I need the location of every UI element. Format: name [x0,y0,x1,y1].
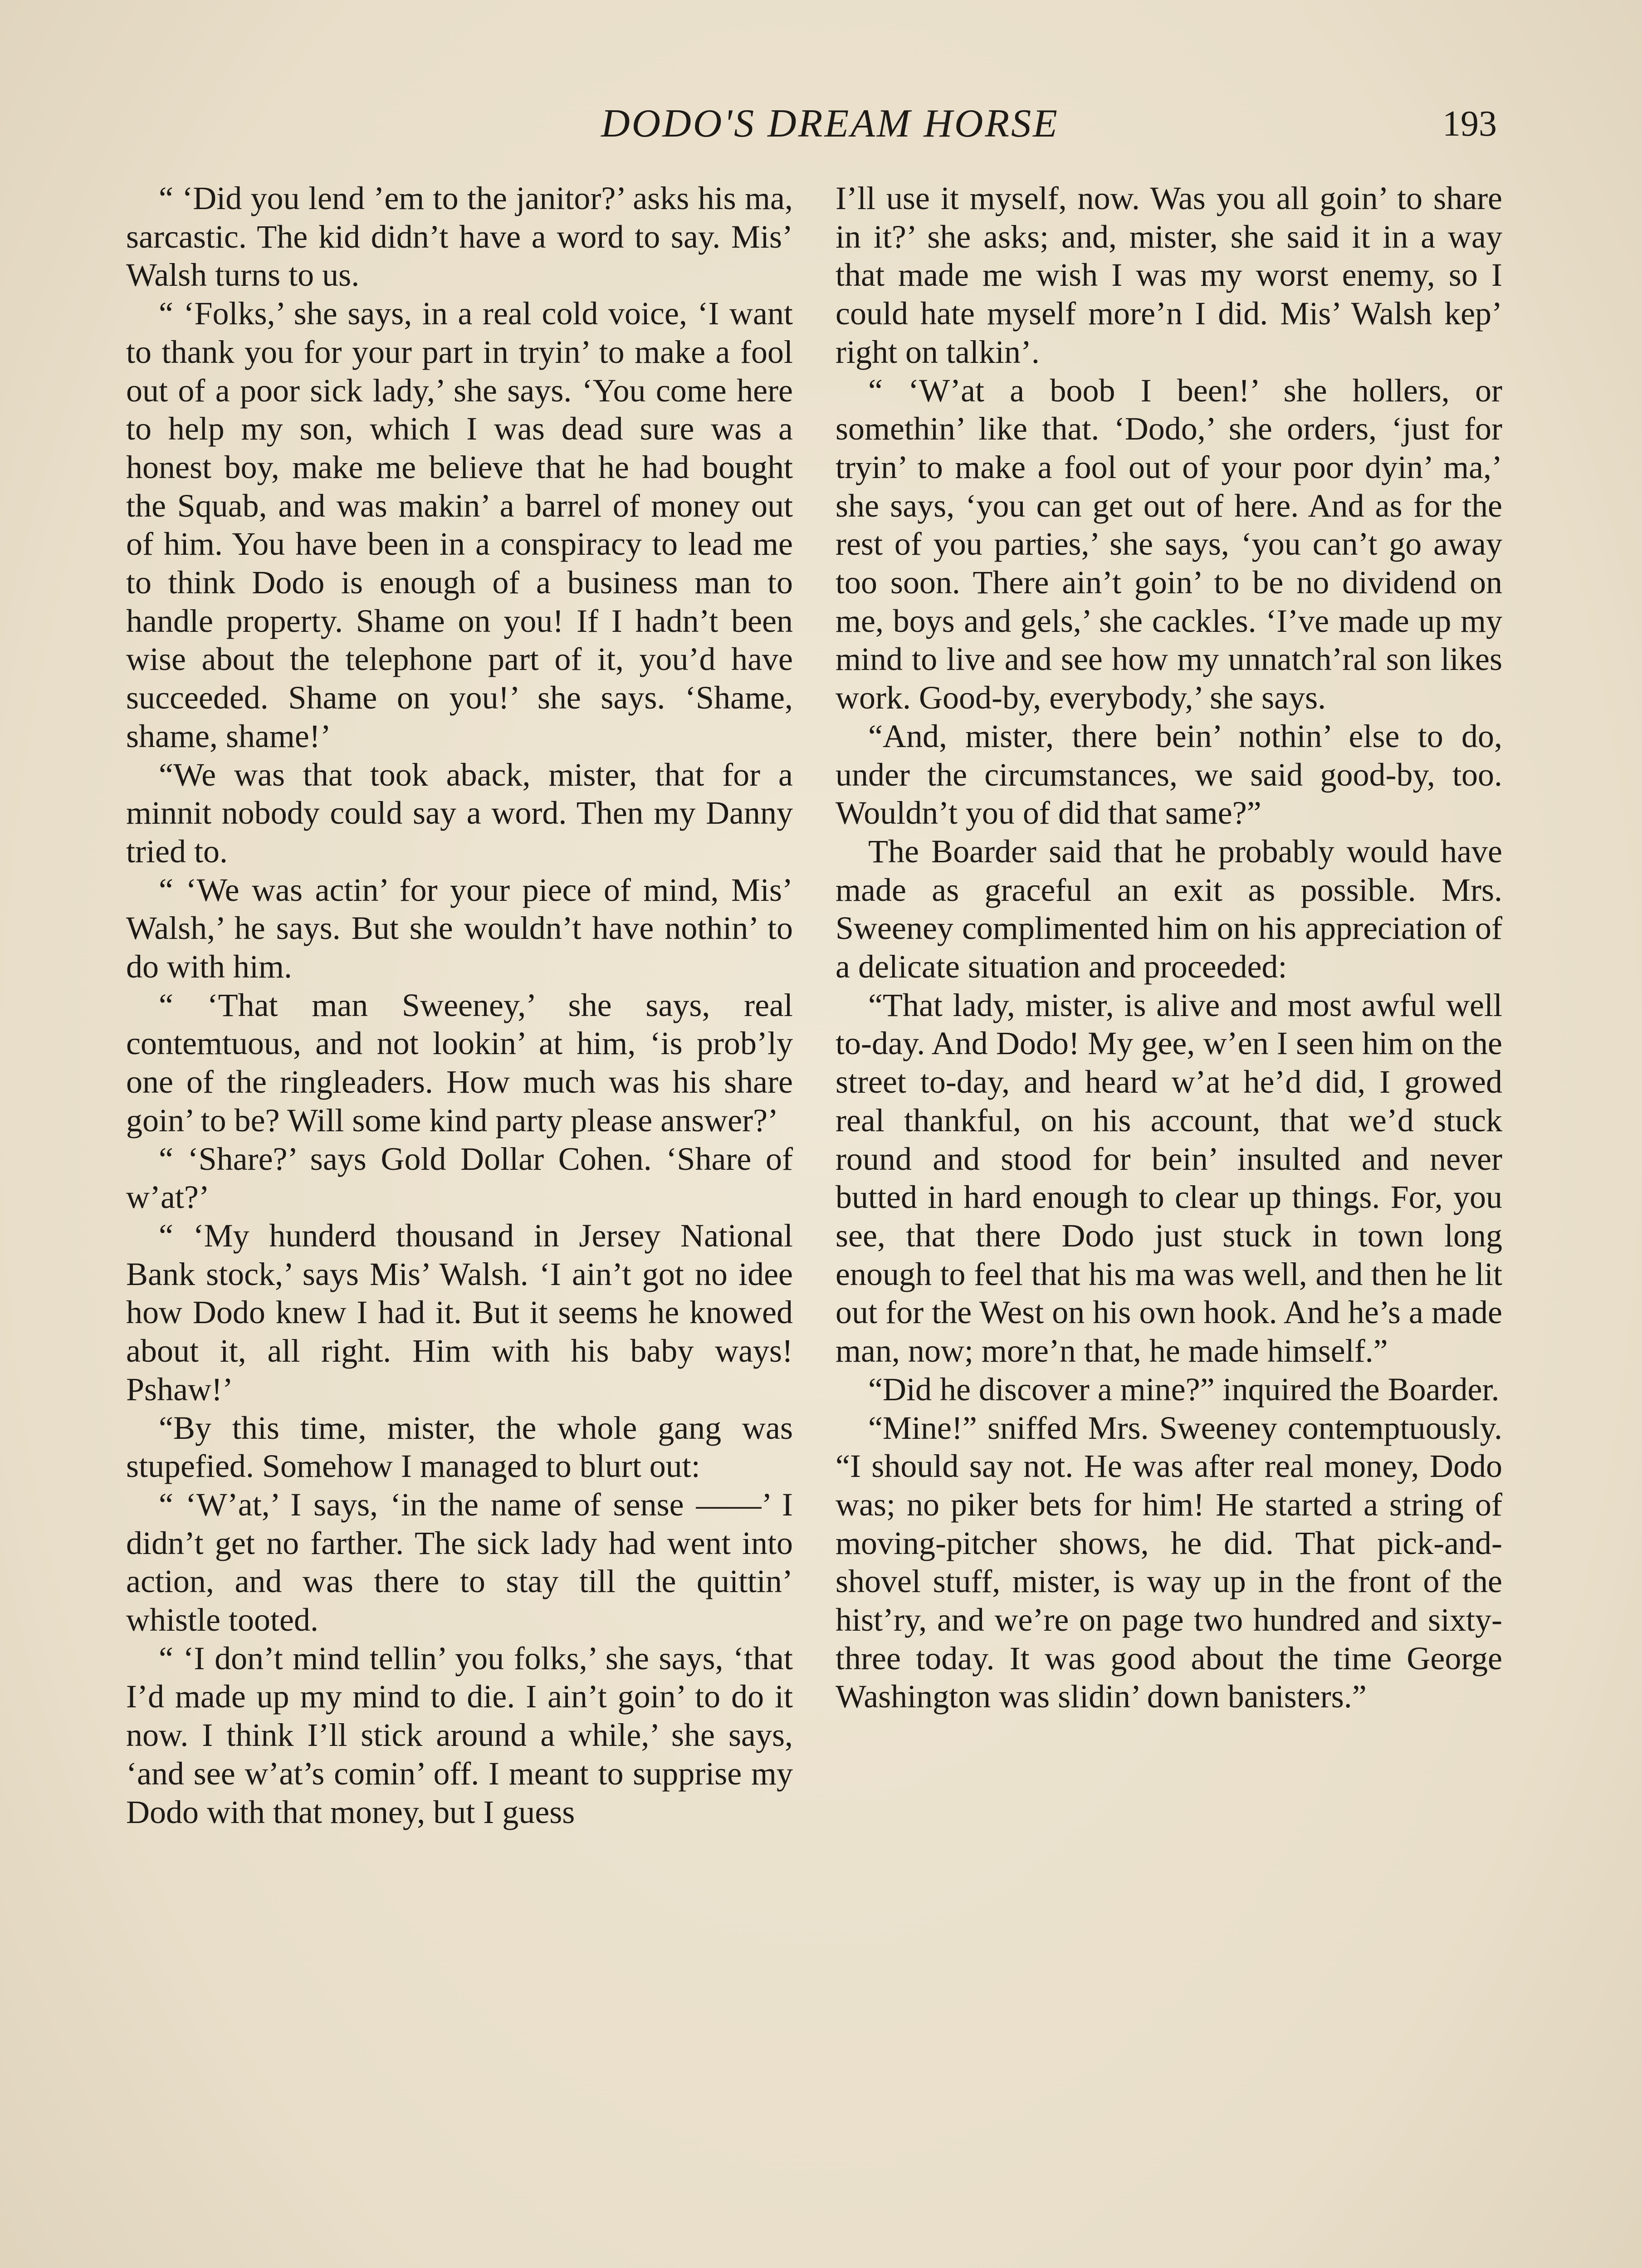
paragraph: “Did he discover a mine?” inquired the Boarder. [868,1371,1500,1408]
paragraph: “ ‘Folks,’ she says, in a real cold voice, ‘I want to thank you for your part in tryin’ to make a fool out of a poor sick lady,’ she says. ‘You come here to help my son, which I was dead sure was a honest boy, make me believe that he had bought the Squab, and was makin’ a barrel of money out of him. You have been in a conspiracy to lead me to think Dodo is enough of a business man to handle property. Shame on you! If I hadn’t been wise about the telephone part of it, you’d have succeeded. Shame on you!’ she says. ‘Shame, shame, shame!’ [126,295,793,754]
paragraph: “ ‘We was actin’ for your piece of mind, Mis’ Walsh,’ he says. But she wouldn’t have nothin’ to do with him. [126,871,793,985]
paragraph: “ ‘W’at,’ I says, ‘in the name of sense ——’ I didn’t get no farther. The sick lady had went into action, and was there to stay till the quittin’ whistle tooted. [126,1486,793,1638]
paragraph-continuation: I’ll use it myself, now. Was you all goin’ to share in it?’ she asks; and, mister, she said it in a way that made me wish I was my worst enemy, so I could hate myself more’n I did. Mis’ Walsh kep’ right on talkin’. [836,180,1502,370]
paragraph: The Boarder said that he probably would have made as graceful an exit as possible. Mrs. Sweeney complimented him on his appreciation of a delicate situation and proceeded: [836,833,1502,985]
paragraph: “ ‘I don’t mind tellin’ you folks,’ she says, ‘that I’d made up my mind to die. I ain’t goin’ to do it now. I think I’ll stick around a while,’ she says, ‘and see w’at’s comin’ off. I meant to supprise my Dodo with that money, but I guess [126,1640,793,1830]
running-title: DODO'S DREAM HORSE [601,102,1059,146]
paragraph: “Mine!” sniffed Mrs. Sweeney contemptuously. “I should say not. He was after real money, Dodo was; no piker bets for him! He started a string of moving-pitcher shows, he did. That pick-and-shovel stuff, mister, is way up in the front of the hist’ry, and we’re on page two hundred and sixty-three today. It was good about the time George Washington was slidin’ down banisters.” [836,1409,1502,1715]
page-number: 193 [1442,104,1497,144]
paragraph: “ ‘W’at a boob I been!’ she hollers, or somethin’ like that. ‘Dodo,’ she orders, ‘just for tryin’ to make a fool out of your poor dyin’ ma,’ she says, ‘you can get out of here. And as for the rest of you parties,’ she says, ‘you can’t go away too soon. There ain’t goin’ to be no dividend on me, boys and gels,’ she cackles. ‘I’ve made up my mind to live and see how my unnatch’ral son likes work. Good-by, everybody,’ she says. [836,372,1502,716]
paragraph: “ ‘Share?’ says Gold Dollar Cohen. ‘Share of w’at?’ [126,1140,793,1216]
right-column [836,179,1502,1716]
paragraph: “By this time, mister, the whole gang was stupefied. Somehow I managed to blurt out: [126,1409,793,1485]
paragraph: “ ‘My hunderd thousand in Jersey National Bank stock,’ says Mis’ Walsh. ‘I ain’t got no idee how Dodo knew I had it. But it seems he knowed about it, all right. Him with his baby ways! Pshaw!’ [126,1217,793,1408]
paragraph: “And, mister, there bein’ nothin’ else to do, under the circumstances, we said good-by, too. Wouldn’t you of did that same?” [836,718,1502,831]
paragraph: “ ‘Did you lend ’em to the janitor?’ asks his ma, sarcastic. The kid didn’t have a word to say. Mis’ Walsh turns to us. [126,180,793,293]
running-header [0,99,1642,149]
paragraph: “ ‘That man Sweeney,’ she says, real contemtuous, and not lookin’ at him, ‘is prob’ly one of the ringleaders. How much was his share goin’ to be? Will some kind party please answer?’ [126,987,793,1139]
left-column [126,179,793,1831]
paragraph: “That lady, mister, is alive and most awful well to-day. And Dodo! My gee, w’en I seen him on the street to-day, and heard w’at he’d did, I growed real thankful, on his account, that we’d stuck round and stood for bein’ insulted and never butted in hard enough to clear up things. For, you see, that there Dodo just stuck in town long enough to feel that his ma was well, and then he lit out for the West on his own hook. And he’s a made man, now; more’n that, he made himself.” [836,987,1502,1369]
paragraph: “We was that took aback, mister, that for a minnit nobody could say a word. Then my Danny tried to. [126,756,793,870]
